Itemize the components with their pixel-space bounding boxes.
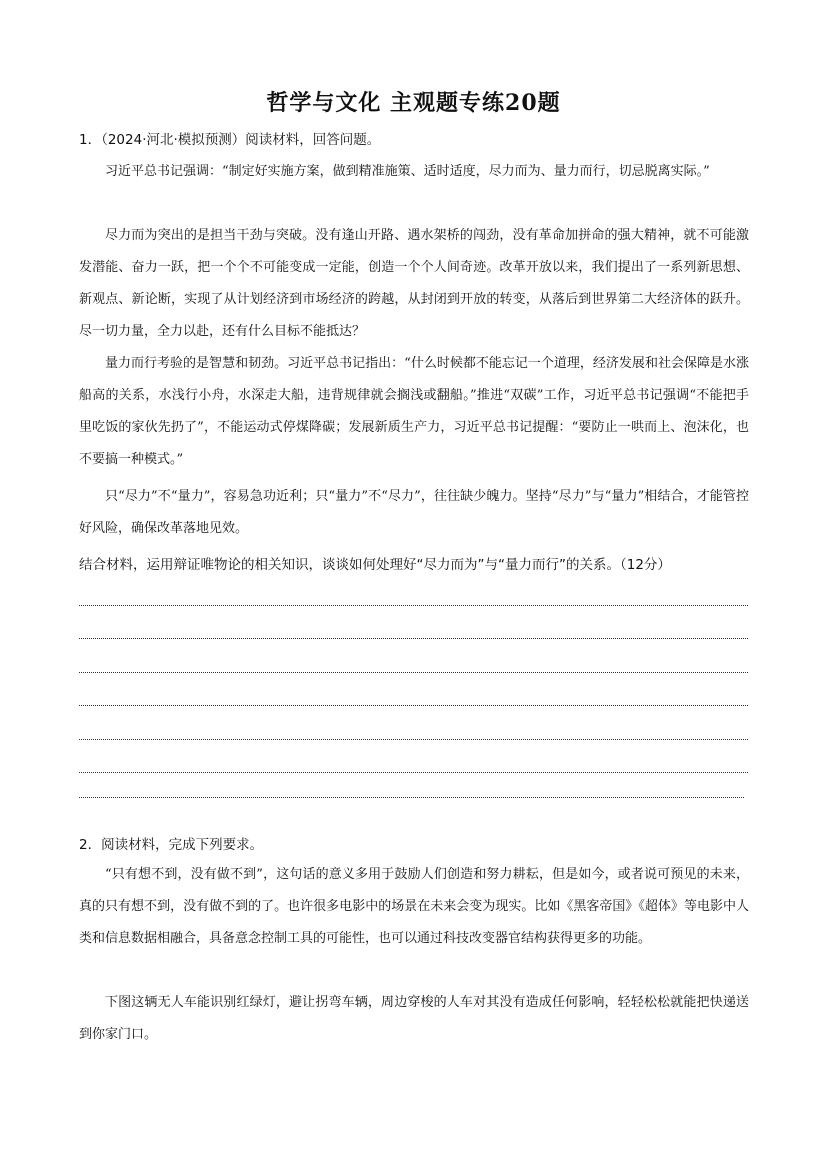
q2-paragraph-1: “只有想不到，没有做不到”，这句话的意义多用于鼓励人们创造和努力耕耘，但是如今，或者说可预见的未来，真的只有想不到，没有做不到的了。也许很多电影中的场景在未来会变为现实。比如《黑客帝国》《超体》等电影中人类和信息数据相融合，具备意念控制工具的可能性，也可以通过科技改变器官结构获得更多的功能。 <box>79 867 749 946</box>
q2-paragraph-2: 下图这辆无人车能识别红绿灯，避让拐弯车辆，周边穿梭的人车对其没有造成任何影响，轻轻松松就能把快递送到你家门口。 <box>79 995 749 1042</box>
question-1-heading: 1．（2024·河北·模拟预测）阅读材料，回答问题。 <box>79 132 381 148</box>
answer-line <box>79 605 748 606</box>
answer-line <box>79 739 748 740</box>
q1-paragraph-2: 尽力而为突出的是担当干劲与突破。没有逢山开路、遇水架桥的闯劲，没有革命加拼命的强大精神，就不可能激发潜能、奋力一跃，把一个个不可能变成一定能，创造一个个人间奇迹。改革开放以来，我们提出了一系列新思想、新观点、新论断，实现了从计划经济到市场经济的跨越，从封闭到开放的转变，从落后到世界第二大经济体的跃升。尽一切力量，全力以赴，还有什么目标不能抵达？ <box>79 228 749 339</box>
answer-line <box>79 705 748 706</box>
question-2-heading: 2．阅读材料，完成下列要求。 <box>79 837 264 853</box>
answer-line <box>79 797 744 798</box>
q1-task: 结合材料，运用辩证唯物论的相关知识，谈谈如何处理好“尽力而为”与“量力而行”的关系。（12分） <box>79 557 671 573</box>
q1-paragraph-3: 量力而行考验的是智慧和韧劲。习近平总书记指出：“什么时候都不能忘记一个道理，经济发展和社会保障是水涨船高的关系，水浅行小舟，水深走大船，违背规律就会搁浅或翻船。”推进“双碳”工作，习近平总书记强调“不能把手里吃饭的家伙先扔了”，不能运动式停煤降碳；发展新质生产力，习近平总书记提醒：“要防止一哄而上、泡沫化，也不要搞一种模式。” <box>79 356 749 467</box>
answer-line <box>79 672 748 673</box>
answer-line <box>79 638 748 639</box>
answer-line <box>79 772 748 773</box>
page-title: 哲学与文化 主观题专练20题 <box>266 90 561 116</box>
q1-paragraph-1: 习近平总书记强调：“制定好实施方案，做到精准施策、适时适度，尽力而为、量力而行，切忌脱离实际。” <box>105 164 710 179</box>
q1-paragraph-4: 只“尽力”不“量力”，容易急功近利；只“量力”不“尽力”，往往缺少魄力。坚持“尽力”与“量力”相结合，才能管控好风险，确保改革落地见效。 <box>79 489 749 536</box>
